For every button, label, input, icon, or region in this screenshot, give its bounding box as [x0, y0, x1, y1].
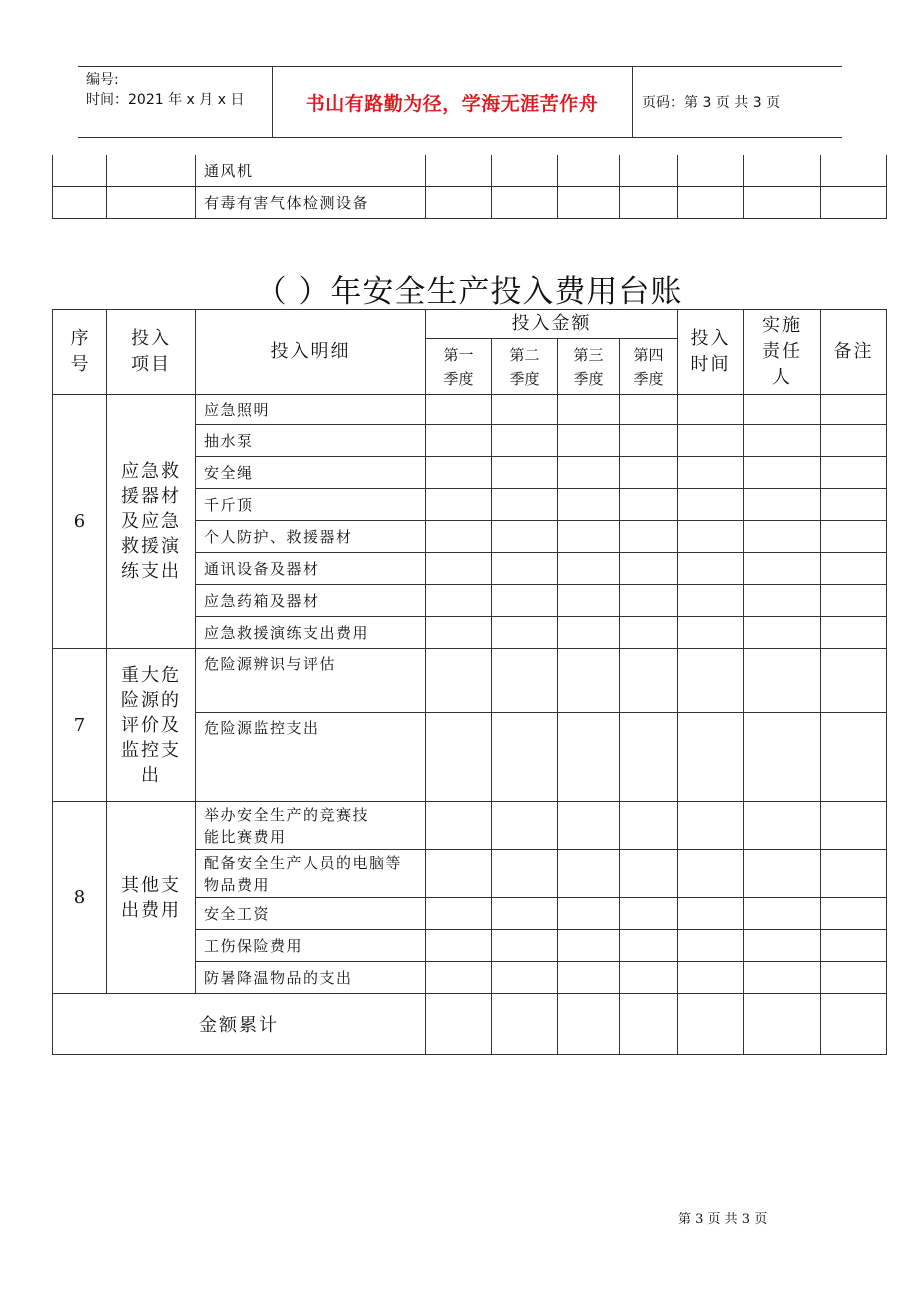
table-row [53, 649, 887, 713]
table-row [53, 395, 887, 425]
detail-cell: 危险源监控支出 [196, 713, 426, 802]
section-seq: 6 [53, 395, 107, 649]
col-header-person: 实施责任人 [744, 310, 821, 395]
section-item: 重大危险源的评价及监控支出 [107, 649, 196, 802]
col-header-detail: 投入明细 [196, 310, 426, 395]
detail-cell: 应急照明 [196, 395, 426, 425]
detail-cell: 防暑降温物品的支出 [196, 962, 426, 994]
detail-cell: 有毒有害气体检测设备 [196, 186, 426, 218]
page-footer: 第 3 页 共 3 页 [678, 1212, 768, 1227]
col-header-note: 备注 [821, 310, 887, 395]
detail-cell: 通讯设备及器材 [196, 553, 426, 585]
section-seq: 7 [53, 649, 107, 802]
section-seq: 8 [53, 802, 107, 994]
detail-cell: 工伤保险费用 [196, 930, 426, 962]
document-date: 时间：2021 年 x 月 x 日 [86, 92, 245, 108]
detail-cell: 危险源辨识与评估 [196, 649, 426, 713]
col-header-q2: 第二季度 [492, 339, 558, 395]
continued-table [52, 155, 887, 219]
ledger-table [52, 309, 887, 1055]
detail-cell: 抽水泵 [196, 425, 426, 457]
page-header [78, 66, 842, 138]
detail-cell: 千斤顶 [196, 489, 426, 521]
page-title: （ ）年安全生产投入费用台账 [255, 274, 683, 310]
detail-cell: 举办安全生产的竞赛技能比赛费用 [196, 802, 426, 850]
col-header-q4: 第四季度 [620, 339, 678, 395]
section-item: 应急救援器材及应急救援演练支出 [107, 395, 196, 649]
header-meta [78, 67, 273, 137]
detail-cell: 应急救援演练支出费用 [196, 617, 426, 649]
col-header-seq: 序号 [53, 310, 107, 395]
table-total-row [53, 994, 887, 1055]
document-code: 编号: [86, 72, 119, 88]
col-header-time: 投入时间 [678, 310, 744, 395]
header-motto-cell [272, 67, 633, 137]
col-header-item: 投入项目 [107, 310, 196, 395]
table-row [53, 186, 887, 218]
table-row [53, 155, 887, 186]
detail-cell: 安全工资 [196, 898, 426, 930]
section-item: 其他支出费用 [107, 802, 196, 994]
detail-cell: 应急药箱及器材 [196, 585, 426, 617]
detail-cell: 通风机 [196, 155, 426, 186]
col-header-q3: 第三季度 [558, 339, 620, 395]
detail-cell: 配备安全生产人员的电脑等物品费用 [196, 850, 426, 898]
col-header-q1: 第一季度 [426, 339, 492, 395]
col-header-amount: 投入金额 [426, 310, 678, 339]
header-motto: 书山有路勤为径，学海无涯苦作舟 [305, 92, 599, 115]
total-label: 金额累计 [53, 994, 426, 1055]
header-page-cell [632, 67, 842, 137]
header-page-info: 页码：第 3 页 共 3 页 [642, 95, 781, 111]
table-row [53, 802, 887, 850]
detail-cell: 个人防护、救援器材 [196, 521, 426, 553]
detail-cell: 安全绳 [196, 457, 426, 489]
table-header-row [53, 310, 887, 339]
